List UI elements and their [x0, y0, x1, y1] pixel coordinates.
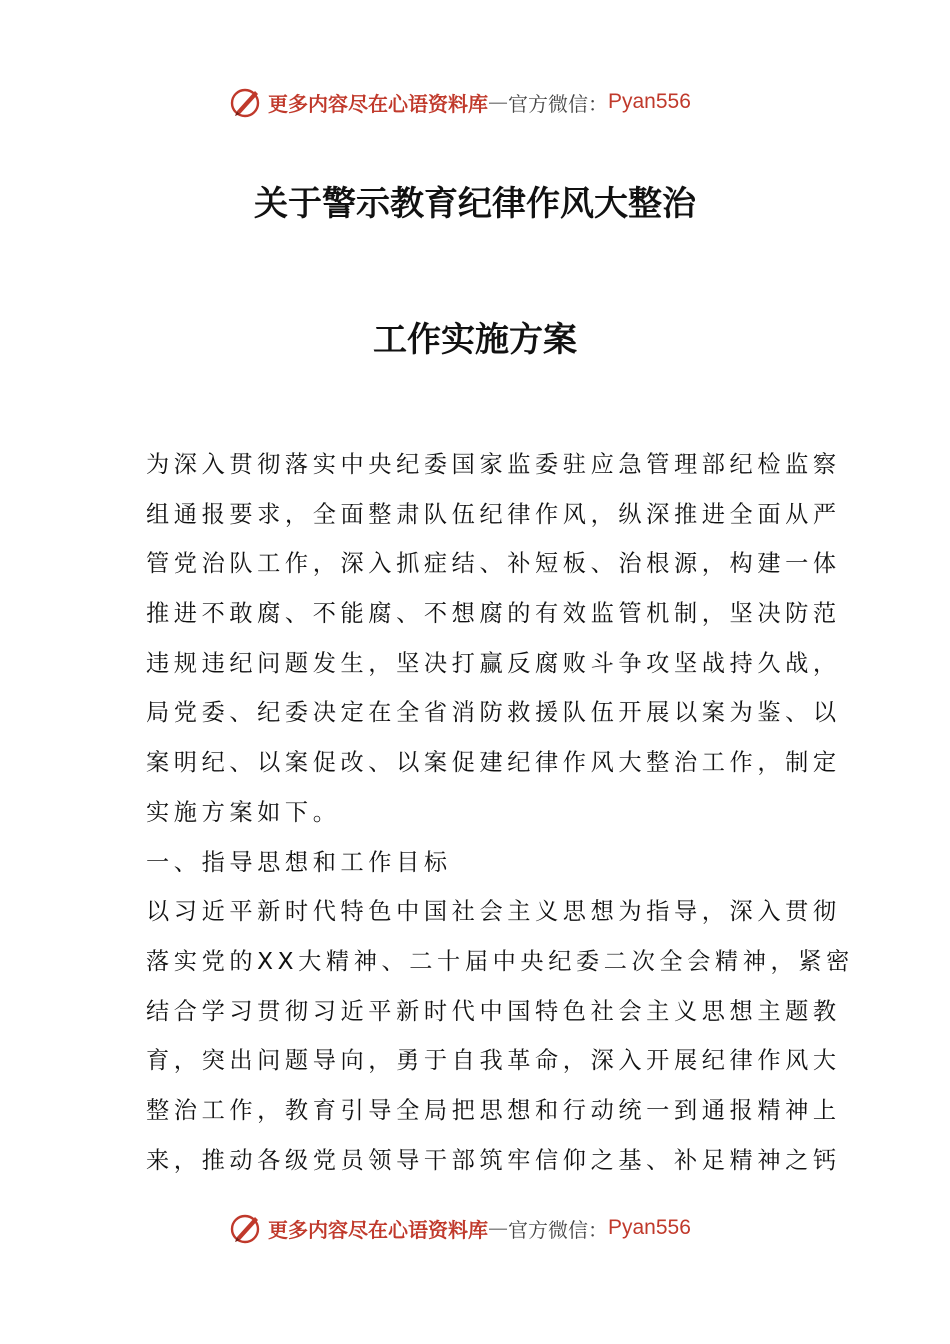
watermark-dash: —: [488, 90, 508, 114]
watermark-gray-text: 官方微信：: [508, 91, 608, 116]
body-line: 违规违纪问题发生，坚决打赢反腐败斗争攻坚战持久战，: [146, 649, 841, 677]
body-line: 育，突出问题导向，勇于自我革命，深入开展纪律作风大: [146, 1047, 841, 1075]
watermark-banner-top: [228, 82, 691, 122]
pen-circle-logo-icon: [228, 1210, 264, 1246]
watermark-wechat-id: Pyan556: [608, 1216, 691, 1239]
watermark-dash: —: [488, 1216, 508, 1240]
body-line: 结合学习贯彻习近平新时代中国特色社会主义思想主题教: [146, 997, 841, 1025]
body-line: 组通报要求，全面整肃队伍纪律作风，纵深推进全面从严: [146, 500, 841, 528]
watermark-wechat-id: Pyan556: [608, 90, 691, 113]
body-line: 局党委、纪委决定在全省消防救援队伍开展以案为鉴、以: [146, 699, 841, 727]
body-line: 整治工作，教育引导全局把思想和行动统一到通报精神上: [146, 1096, 841, 1124]
doc-title-line2: 工作实施方案: [373, 320, 577, 360]
body-line: 管党治队工作，深入抓症结、补短板、治根源，构建一体: [146, 550, 841, 578]
watermark-banner-bottom: [228, 1208, 691, 1248]
body-line: 来，推动各级党员领导干部筑牢信仰之基、补足精神之钙: [146, 1146, 841, 1174]
watermark-red-text: 更多内容尽在心语资料库: [268, 1217, 488, 1242]
watermark-gray-text: 官方微信：: [508, 1217, 608, 1242]
body-line: 以习近平新时代特色中国社会主义思想为指导，深入贯彻: [146, 898, 841, 926]
body-line: 实施方案如下。: [146, 798, 341, 826]
watermark-red-text: 更多内容尽在心语资料库: [268, 91, 488, 116]
doc-body: [146, 440, 854, 1185]
body-line: 为深入贯彻落实中央纪委国家监委驻应急管理部纪检监察: [146, 451, 841, 478]
body-line: 案明纪、以案促改、以案促建纪律作风大整治工作，制定: [146, 749, 841, 777]
pen-circle-logo-icon: [228, 84, 264, 120]
body-line: 推进不敢腐、不能腐、不想腐的有效监管机制，坚决防范: [146, 600, 841, 628]
section-heading: 一、指导思想和工作目标: [146, 848, 452, 876]
body-line: 落实党的XX大精神、二十届中央纪委二次全会精神，紧密: [146, 947, 854, 975]
doc-title-line1: 关于警示教育纪律作风大整治: [254, 184, 696, 224]
